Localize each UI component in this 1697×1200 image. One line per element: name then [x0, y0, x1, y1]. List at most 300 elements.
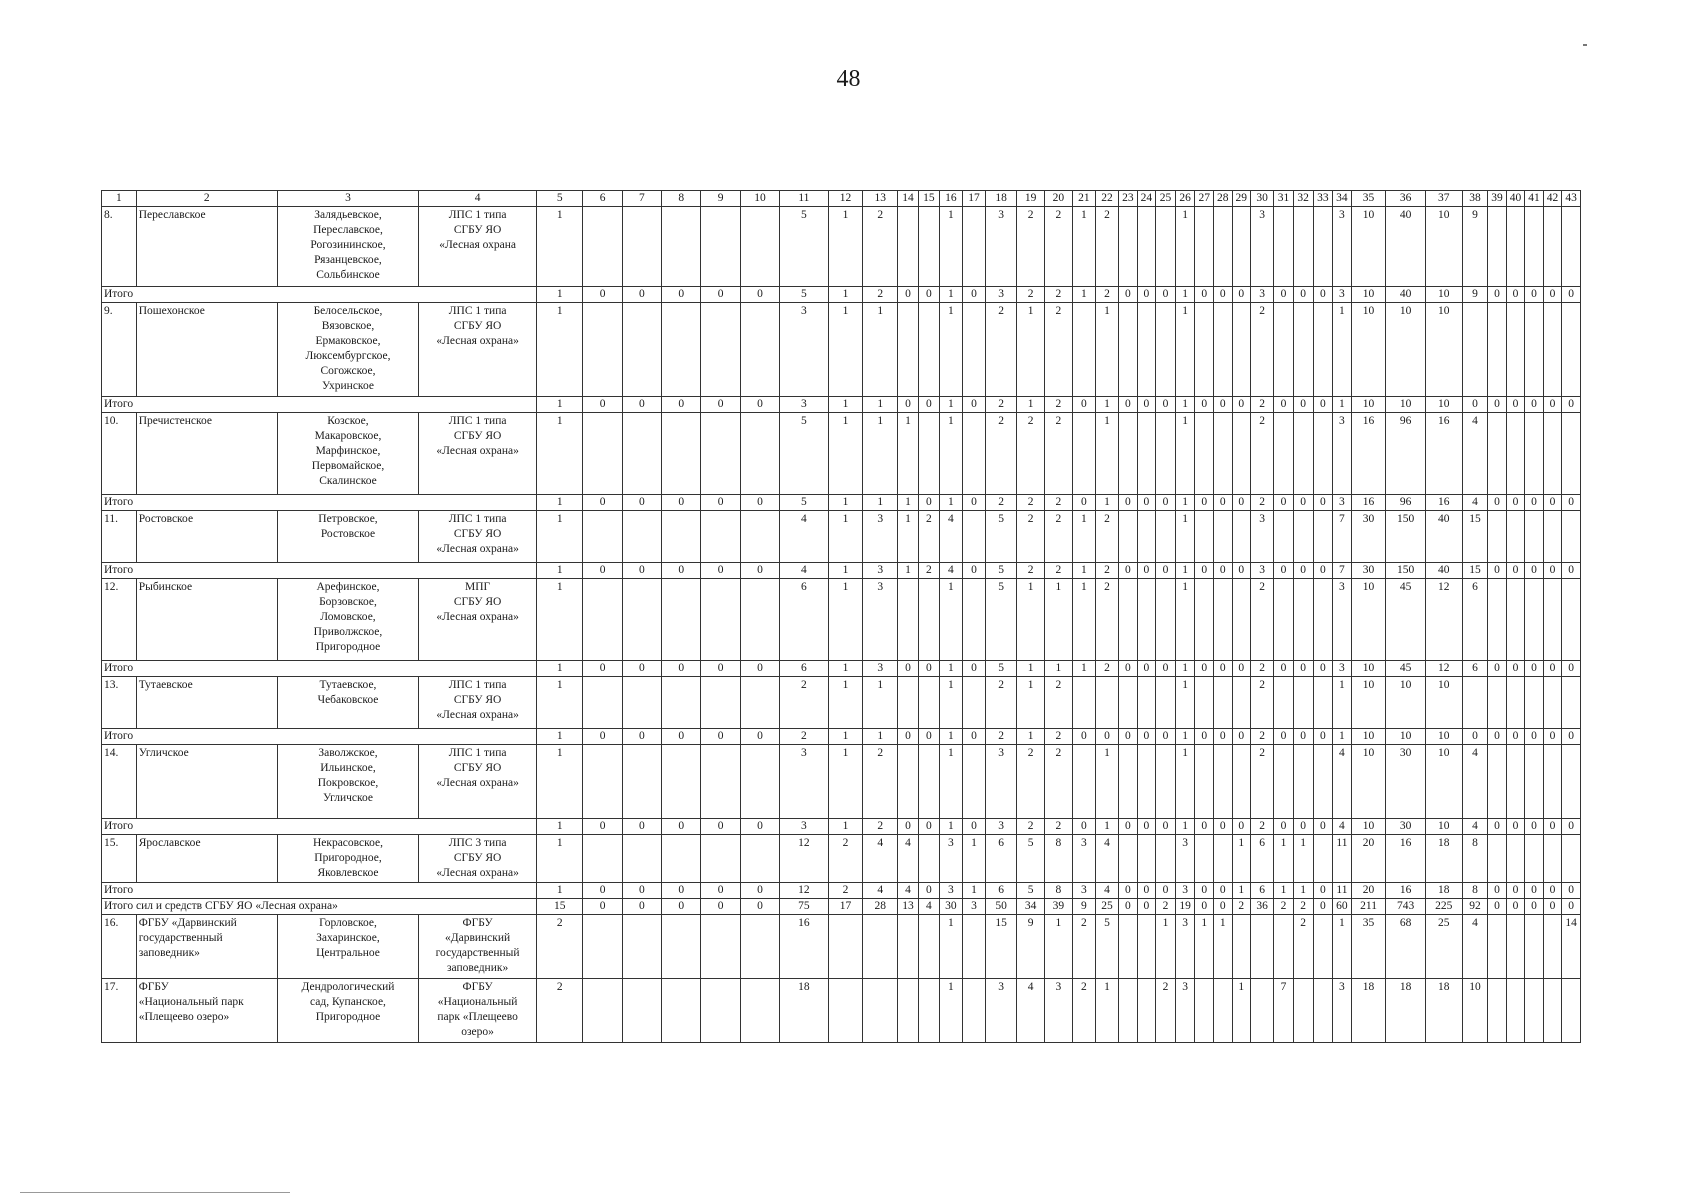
- value-cell: 5: [780, 413, 829, 495]
- value-cell: [1562, 303, 1581, 397]
- subtotal-cell: 0: [1195, 661, 1214, 677]
- value-cell: 1: [939, 915, 962, 979]
- value-cell: [1525, 511, 1544, 563]
- subtotal-cell: 1: [537, 287, 583, 303]
- value-cell: [1195, 511, 1214, 563]
- value-cell: [622, 207, 661, 287]
- value-cell: 1: [939, 207, 962, 287]
- value-cell: 30: [1351, 511, 1386, 563]
- subtotal-cell: 0: [1156, 883, 1176, 899]
- value-cell: 1: [863, 303, 898, 397]
- subtotal-label: Итого: [102, 495, 537, 511]
- row-number: 13.: [102, 677, 137, 729]
- subtotal-row: [102, 729, 1581, 745]
- value-cell: [1251, 979, 1274, 1043]
- value-cell: [1137, 979, 1156, 1043]
- value-cell: 2: [1251, 677, 1274, 729]
- value-cell: [1274, 677, 1294, 729]
- value-cell: [898, 207, 919, 287]
- subtotal-cell: 0: [1506, 819, 1525, 835]
- value-cell: 2: [1251, 579, 1274, 661]
- value-cell: 3: [1175, 979, 1195, 1043]
- subtotal-cell: 1: [1095, 495, 1118, 511]
- column-number: 9: [701, 191, 740, 207]
- column-number: 36: [1386, 191, 1425, 207]
- subtotal-cell: 0: [918, 819, 939, 835]
- grand-total-cell: 0: [1313, 899, 1333, 915]
- value-cell: [898, 303, 919, 397]
- value-cell: 10: [1351, 207, 1386, 287]
- subtotal-cell: 1: [828, 563, 863, 579]
- settlements: Тутаевское, Чебаковское: [277, 677, 418, 729]
- value-cell: [1274, 745, 1294, 819]
- value-cell: [1543, 979, 1562, 1043]
- subtotal-cell: 0: [962, 661, 985, 677]
- subtotal-cell: 1: [1175, 495, 1195, 511]
- grand-total-cell: 50: [986, 899, 1017, 915]
- column-number: 38: [1462, 191, 1487, 207]
- value-cell: 3: [1251, 207, 1274, 287]
- value-cell: [1562, 745, 1581, 819]
- value-cell: [740, 979, 779, 1043]
- subtotal-cell: 0: [1525, 495, 1544, 511]
- column-number: 27: [1195, 191, 1214, 207]
- value-cell: [1232, 915, 1251, 979]
- column-number: 22: [1095, 191, 1118, 207]
- value-cell: [1137, 511, 1156, 563]
- subtotal-cell: 0: [1488, 819, 1507, 835]
- value-cell: 4: [898, 835, 919, 883]
- value-cell: 4: [1017, 979, 1045, 1043]
- subtotal-cell: 0: [662, 729, 701, 745]
- value-cell: [701, 835, 740, 883]
- subtotal-cell: 0: [1137, 397, 1156, 413]
- subtotal-cell: 0: [622, 729, 661, 745]
- value-cell: [1525, 207, 1544, 287]
- subtotal-cell: 2: [863, 819, 898, 835]
- column-number: 1: [102, 191, 137, 207]
- subtotal-cell: 1: [537, 563, 583, 579]
- value-cell: 2: [780, 677, 829, 729]
- subtotal-cell: 0: [1119, 495, 1138, 511]
- value-cell: [662, 915, 701, 979]
- subtotal-cell: 0: [1313, 883, 1333, 899]
- column-number: 19: [1017, 191, 1045, 207]
- value-cell: 4: [1462, 745, 1487, 819]
- value-cell: 2: [1095, 511, 1118, 563]
- organization: ФГБУ «Дарвинский государственный заповедник»: [419, 915, 537, 979]
- value-cell: 1: [1232, 979, 1251, 1043]
- subtotal-cell: 0: [622, 883, 661, 899]
- grand-total-cell: 28: [863, 899, 898, 915]
- value-cell: [1156, 413, 1176, 495]
- value-cell: [583, 413, 622, 495]
- subtotal-cell: 1: [1293, 883, 1313, 899]
- subtotal-cell: 0: [918, 883, 939, 899]
- value-cell: [1506, 915, 1525, 979]
- grand-total-cell: 4: [918, 899, 939, 915]
- subtotal-cell: 0: [1562, 495, 1581, 511]
- subtotal-cell: 0: [1274, 563, 1294, 579]
- subtotal-cell: 10: [1351, 287, 1386, 303]
- value-cell: [1506, 677, 1525, 729]
- subtotal-cell: 0: [662, 819, 701, 835]
- subtotal-cell: 0: [1506, 287, 1525, 303]
- subtotal-cell: 40: [1425, 563, 1462, 579]
- subtotal-cell: 0: [1156, 729, 1176, 745]
- subtotal-cell: 0: [1293, 661, 1313, 677]
- organization: ЛПС 1 типа СГБУ ЯО «Лесная охрана»: [419, 413, 537, 495]
- subtotal-cell: 6: [1462, 661, 1487, 677]
- subtotal-cell: 1: [537, 495, 583, 511]
- value-cell: 10: [1386, 677, 1425, 729]
- grand-total-cell: 0: [740, 899, 779, 915]
- subtotal-cell: 0: [1293, 819, 1313, 835]
- column-number: 13: [863, 191, 898, 207]
- value-cell: [662, 207, 701, 287]
- subtotal-cell: 0: [622, 287, 661, 303]
- subtotal-cell: 0: [1072, 729, 1095, 745]
- value-cell: 1: [537, 207, 583, 287]
- value-cell: 5: [1095, 915, 1118, 979]
- subtotal-cell: 3: [1175, 883, 1195, 899]
- subtotal-cell: 0: [701, 661, 740, 677]
- settlements: Арефинское, Борзовское, Ломовское, Приволжское, Пригородное: [277, 579, 418, 661]
- subtotal-cell: 0: [740, 819, 779, 835]
- subtotal-cell: 3: [863, 661, 898, 677]
- value-cell: [701, 413, 740, 495]
- value-cell: 3: [780, 745, 829, 819]
- subtotal-cell: 0: [1293, 495, 1313, 511]
- subtotal-cell: 0: [701, 287, 740, 303]
- value-cell: 3: [780, 303, 829, 397]
- row-number: 15.: [102, 835, 137, 883]
- subtotal-cell: 3: [1251, 287, 1274, 303]
- subtotal-cell: 0: [1562, 729, 1581, 745]
- value-cell: [583, 915, 622, 979]
- value-cell: 2: [1045, 303, 1073, 397]
- column-number: 5: [537, 191, 583, 207]
- grand-total-cell: 0: [1137, 899, 1156, 915]
- value-cell: [1488, 511, 1507, 563]
- value-cell: 2: [863, 745, 898, 819]
- subtotal-cell: 0: [1543, 397, 1562, 413]
- subtotal-cell: 1: [898, 495, 919, 511]
- value-cell: [622, 677, 661, 729]
- value-cell: [1213, 413, 1232, 495]
- value-cell: [898, 915, 919, 979]
- value-cell: [898, 979, 919, 1043]
- subtotal-cell: 20: [1351, 883, 1386, 899]
- subtotal-cell: 2: [1045, 287, 1073, 303]
- subtotal-cell: 16: [1386, 883, 1425, 899]
- column-number: 34: [1333, 191, 1352, 207]
- subtotal-cell: 0: [1313, 287, 1333, 303]
- value-cell: 2: [1293, 915, 1313, 979]
- value-cell: [1232, 745, 1251, 819]
- value-cell: [1293, 745, 1313, 819]
- value-cell: [583, 303, 622, 397]
- subtotal-cell: 0: [1213, 883, 1232, 899]
- subtotal-cell: 3: [863, 563, 898, 579]
- grand-total-cell: 30: [939, 899, 962, 915]
- value-cell: 16: [1425, 413, 1462, 495]
- subtotal-cell: 3: [780, 819, 829, 835]
- value-cell: [1195, 835, 1214, 883]
- value-cell: [1232, 207, 1251, 287]
- value-cell: [1543, 511, 1562, 563]
- district-name: Пречистенское: [136, 413, 277, 495]
- subtotal-cell: 0: [1119, 287, 1138, 303]
- subtotal-cell: 0: [1274, 819, 1294, 835]
- subtotal-cell: 0: [918, 495, 939, 511]
- value-cell: [918, 745, 939, 819]
- subtotal-cell: 0: [1543, 661, 1562, 677]
- subtotal-cell: 1: [537, 661, 583, 677]
- subtotal-cell: 0: [701, 729, 740, 745]
- value-cell: [1525, 413, 1544, 495]
- value-cell: [622, 835, 661, 883]
- value-cell: [1119, 303, 1138, 397]
- value-cell: 10: [1386, 303, 1425, 397]
- value-cell: [1313, 207, 1333, 287]
- value-cell: [1119, 915, 1138, 979]
- subtotal-cell: 0: [1137, 287, 1156, 303]
- value-cell: [918, 303, 939, 397]
- value-cell: [1488, 745, 1507, 819]
- value-cell: 1: [1017, 303, 1045, 397]
- value-cell: [622, 303, 661, 397]
- value-cell: [701, 579, 740, 661]
- value-cell: 8: [1045, 835, 1073, 883]
- value-cell: [1195, 579, 1214, 661]
- value-cell: 4: [863, 835, 898, 883]
- value-cell: 1: [537, 579, 583, 661]
- subtotal-cell: 1: [1072, 661, 1095, 677]
- value-cell: [828, 979, 863, 1043]
- value-cell: 1: [537, 677, 583, 729]
- value-cell: 1: [828, 579, 863, 661]
- subtotal-cell: 2: [1045, 495, 1073, 511]
- subtotal-cell: 2: [828, 883, 863, 899]
- subtotal-cell: 3: [939, 883, 962, 899]
- subtotal-row: [102, 563, 1581, 579]
- subtotal-cell: 2: [986, 729, 1017, 745]
- value-cell: 2: [828, 835, 863, 883]
- district-row: [102, 511, 1581, 563]
- value-cell: 1: [1232, 835, 1251, 883]
- subtotal-cell: 0: [740, 287, 779, 303]
- value-cell: [1462, 303, 1487, 397]
- value-cell: [918, 915, 939, 979]
- column-number: 29: [1232, 191, 1251, 207]
- value-cell: [1232, 511, 1251, 563]
- value-cell: 18: [1386, 979, 1425, 1043]
- value-cell: [1232, 303, 1251, 397]
- subtotal-cell: 2: [1045, 397, 1073, 413]
- value-cell: 4: [780, 511, 829, 563]
- subtotal-cell: 10: [1351, 819, 1386, 835]
- value-cell: 1: [1175, 579, 1195, 661]
- value-cell: [622, 413, 661, 495]
- subtotal-cell: 1: [828, 661, 863, 677]
- subtotal-cell: 0: [1119, 883, 1138, 899]
- value-cell: 2: [537, 915, 583, 979]
- value-cell: 3: [1045, 979, 1073, 1043]
- value-cell: 10: [1351, 303, 1386, 397]
- grand-total-cell: 0: [662, 899, 701, 915]
- settlements: Козское, Макаровское, Марфинское, Первомайское, Скалинское: [277, 413, 418, 495]
- value-cell: [962, 979, 985, 1043]
- subtotal-cell: 0: [898, 729, 919, 745]
- value-cell: [622, 979, 661, 1043]
- value-cell: [918, 835, 939, 883]
- value-cell: 1: [863, 677, 898, 729]
- value-cell: 16: [780, 915, 829, 979]
- value-cell: [1313, 745, 1333, 819]
- value-cell: 16: [1386, 835, 1425, 883]
- district-row: [102, 835, 1581, 883]
- subtotal-cell: 0: [1313, 729, 1333, 745]
- value-cell: [918, 979, 939, 1043]
- subtotal-cell: 0: [1274, 287, 1294, 303]
- value-cell: 10: [1351, 579, 1386, 661]
- subtotal-cell: 96: [1386, 495, 1425, 511]
- subtotal-cell: 1: [1045, 661, 1073, 677]
- subtotal-cell: 10: [1425, 819, 1462, 835]
- grand-total-cell: 225: [1425, 899, 1462, 915]
- value-cell: [1137, 677, 1156, 729]
- value-cell: [918, 677, 939, 729]
- value-cell: 1: [828, 511, 863, 563]
- value-cell: [1137, 207, 1156, 287]
- subtotal-row: [102, 397, 1581, 413]
- subtotal-cell: 3: [1333, 495, 1352, 511]
- subtotal-cell: 0: [622, 819, 661, 835]
- district-row: [102, 745, 1581, 819]
- value-cell: 1: [1045, 915, 1073, 979]
- column-number: 23: [1119, 191, 1138, 207]
- subtotal-cell: 0: [1072, 397, 1095, 413]
- grand-total-cell: 2: [1293, 899, 1313, 915]
- subtotal-cell: 0: [898, 819, 919, 835]
- value-cell: 6: [986, 835, 1017, 883]
- value-cell: [1274, 207, 1294, 287]
- value-cell: 1: [828, 745, 863, 819]
- column-number-row: [102, 191, 1581, 207]
- value-cell: [740, 413, 779, 495]
- subtotal-cell: 4: [1462, 819, 1487, 835]
- value-cell: [662, 579, 701, 661]
- grand-total-cell: 2: [1274, 899, 1294, 915]
- column-number: 18: [986, 191, 1017, 207]
- value-cell: [1119, 835, 1138, 883]
- value-cell: [1313, 303, 1333, 397]
- value-cell: [1525, 915, 1544, 979]
- value-cell: [701, 979, 740, 1043]
- subtotal-cell: 4: [1462, 495, 1487, 511]
- value-cell: [1156, 745, 1176, 819]
- value-cell: 11: [1333, 835, 1352, 883]
- value-cell: [918, 413, 939, 495]
- subtotal-cell: 2: [1251, 819, 1274, 835]
- subtotal-cell: 4: [1095, 883, 1118, 899]
- column-number: 4: [419, 191, 537, 207]
- subtotal-cell: 0: [1562, 563, 1581, 579]
- subtotal-cell: 5: [780, 287, 829, 303]
- subtotal-cell: 1: [537, 883, 583, 899]
- district-name: Переславское: [136, 207, 277, 287]
- value-cell: [1543, 413, 1562, 495]
- subtotal-cell: 0: [1462, 729, 1487, 745]
- subtotal-cell: 0: [1506, 883, 1525, 899]
- value-cell: [701, 677, 740, 729]
- subtotal-cell: 0: [1506, 397, 1525, 413]
- subtotal-cell: 0: [1137, 883, 1156, 899]
- column-number: 21: [1072, 191, 1095, 207]
- grand-total-cell: 0: [1506, 899, 1525, 915]
- row-number: 8.: [102, 207, 137, 287]
- value-cell: 12: [780, 835, 829, 883]
- value-cell: [662, 745, 701, 819]
- value-cell: [1213, 579, 1232, 661]
- value-cell: 3: [863, 511, 898, 563]
- subtotal-cell: 0: [1156, 819, 1176, 835]
- subtotal-cell: 7: [1333, 563, 1352, 579]
- value-cell: [1525, 579, 1544, 661]
- value-cell: [1506, 413, 1525, 495]
- value-cell: 5: [986, 579, 1017, 661]
- subtotal-cell: 10: [1425, 397, 1462, 413]
- value-cell: 4: [1333, 745, 1352, 819]
- column-number: 15: [918, 191, 939, 207]
- value-cell: [1119, 511, 1138, 563]
- subtotal-cell: 10: [1351, 397, 1386, 413]
- grand-total-cell: 0: [1119, 899, 1138, 915]
- value-cell: [1232, 413, 1251, 495]
- value-cell: [1313, 979, 1333, 1043]
- value-cell: [622, 579, 661, 661]
- value-cell: [1543, 303, 1562, 397]
- value-cell: 1: [537, 745, 583, 819]
- subtotal-cell: 0: [1293, 729, 1313, 745]
- subtotal-cell: 1: [828, 287, 863, 303]
- district-name: Пошехонское: [136, 303, 277, 397]
- value-cell: [1274, 579, 1294, 661]
- column-number: 32: [1293, 191, 1313, 207]
- value-cell: [1488, 915, 1507, 979]
- subtotal-cell: 0: [1488, 397, 1507, 413]
- value-cell: 10: [1425, 207, 1462, 287]
- value-cell: [1274, 303, 1294, 397]
- subtotal-cell: 0: [962, 495, 985, 511]
- value-cell: 1: [537, 413, 583, 495]
- grand-total-cell: 92: [1462, 899, 1487, 915]
- value-cell: 2: [1017, 511, 1045, 563]
- grand-total-cell: 3: [962, 899, 985, 915]
- subtotal-cell: 10: [1351, 661, 1386, 677]
- value-cell: 14: [1562, 915, 1581, 979]
- value-cell: 1: [1095, 303, 1118, 397]
- column-number: 40: [1506, 191, 1525, 207]
- subtotal-cell: 0: [583, 287, 622, 303]
- grand-total-cell: 211: [1351, 899, 1386, 915]
- value-cell: [1213, 207, 1232, 287]
- subtotal-cell: 0: [740, 495, 779, 511]
- value-cell: 2: [1072, 915, 1095, 979]
- subtotal-cell: 1: [939, 397, 962, 413]
- subtotal-cell: 0: [1119, 397, 1138, 413]
